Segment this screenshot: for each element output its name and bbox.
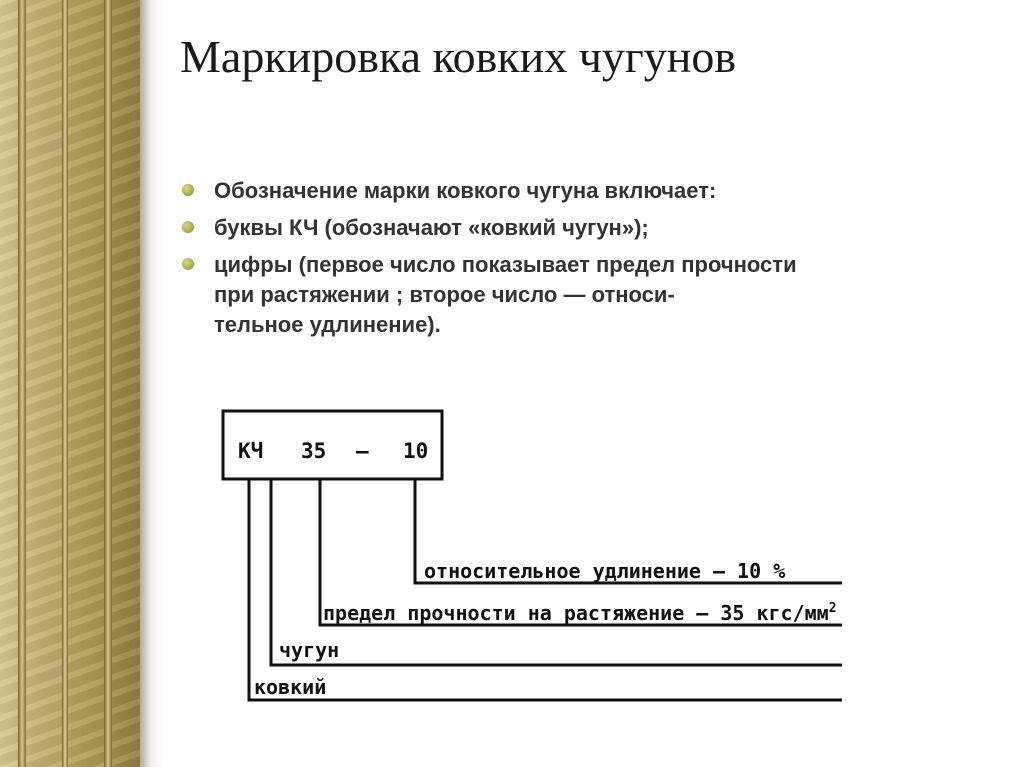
bullet-text-line: цифры (первое число показывает предел прочности <box>214 252 797 277</box>
label-strength-text: предел прочности на растяжение — 35 кгс/мм <box>323 601 829 625</box>
bullet-text: буквы КЧ (обозначают «ковкий чугун»); <box>214 215 649 240</box>
bullet-text-line: при растяжении ; второе число — относи- <box>214 282 675 307</box>
label-elongation: относительное удлинение — 10 % <box>424 559 786 583</box>
label-strength <box>323 601 837 625</box>
label-chugun: чугун <box>279 638 340 662</box>
label-strength-sup: 2 <box>828 601 837 616</box>
slide-title: Маркировка ковких чугунов <box>180 31 737 82</box>
code-10: 10 <box>403 439 429 463</box>
leader-lines <box>249 479 842 700</box>
code-kch: КЧ <box>238 439 264 463</box>
label-kovkiy: ковкий <box>254 675 327 699</box>
bullet-text: Обозначение марки ковкого чугуна включает: <box>214 178 717 203</box>
bullet-text-line: тельное удлинение). <box>214 312 441 337</box>
code-dash: — <box>356 439 369 463</box>
leader-kovkiy <box>249 479 842 700</box>
code-35: 35 <box>301 439 327 463</box>
